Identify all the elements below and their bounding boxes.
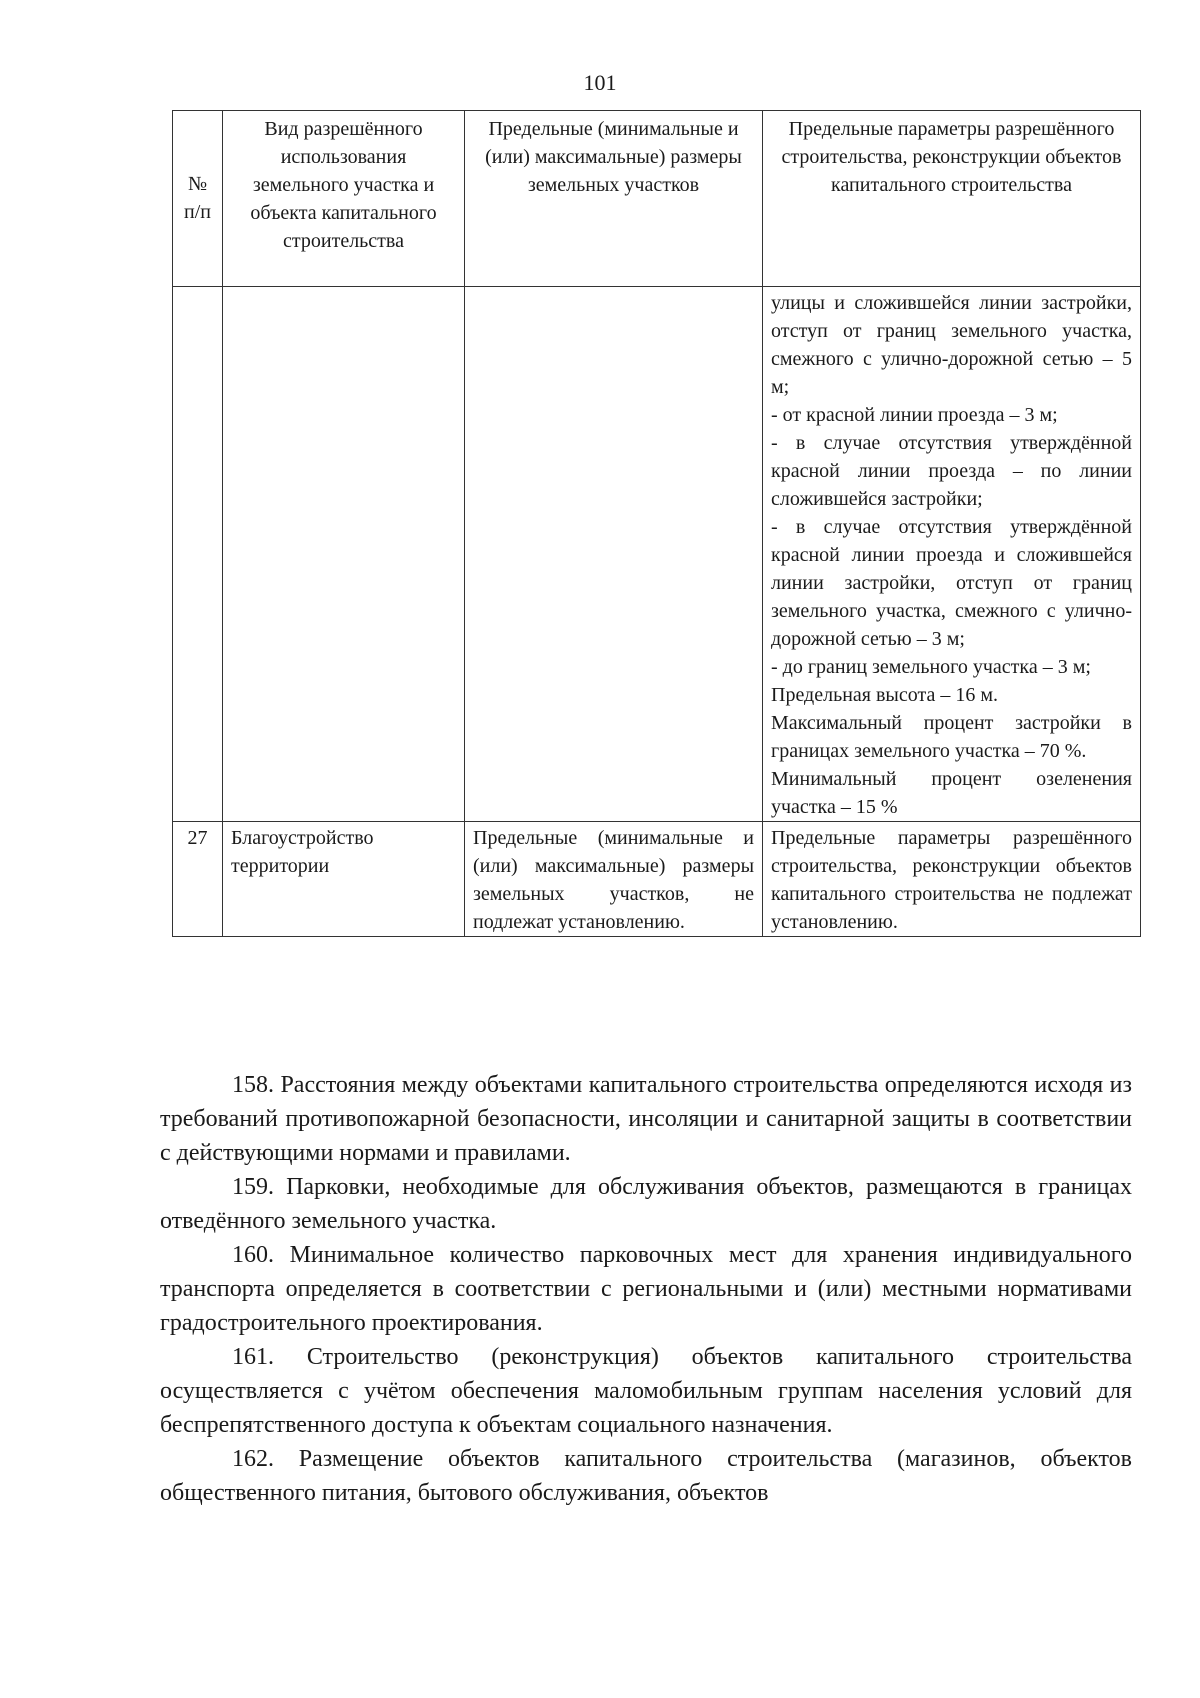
- header-plot-sizes: Предельные (минимальные и (или) максимальные) размеры земельных участков: [465, 111, 763, 287]
- param-line: улицы и сложившейся линии застройки, отступ от границ земельного участка, смежного с улично-дорожной сетью – 5 м;: [771, 292, 1132, 398]
- param-line: - в случае отсутствия утверждённой красной линии проезда – по линии сложившейся застройки;: [771, 432, 1132, 510]
- paragraph-158: 158. Расстояния между объектами капитального строительства определяются исходя из требований противопожарной безопасности, инсоляции и санитарной защиты в соответствии с действующими нормами и правилами.: [160, 1072, 1132, 1166]
- cell-row-number: 27: [173, 822, 223, 937]
- cell-empty-number: [173, 287, 223, 822]
- cell-empty-use: [223, 287, 465, 822]
- cell-continued-parameters: [763, 287, 1141, 822]
- header-number-text: № п/п: [184, 172, 211, 223]
- paragraph-160: 160. Минимальное количество парковочных мест для хранения индивидуального транспорта определяется в соответствии с региональными и (или) местными нормативами градостроительного проектирования.: [160, 1242, 1132, 1336]
- table-row-continued: [173, 287, 1141, 822]
- param-line: Минимальный процент озеленения участка – 15 %: [771, 768, 1132, 818]
- param-line: - от красной линии проезда – 3 м;: [771, 404, 1058, 426]
- param-line: - до границ земельного участка – 3 м;: [771, 656, 1091, 678]
- body-text: [160, 1068, 1132, 1510]
- paragraph-162: 162. Размещение объектов капитального строительства (магазинов, объектов общественного питания, бытового обслуживания, объектов: [160, 1446, 1132, 1506]
- table-header-row: [173, 111, 1141, 287]
- param-line: Максимальный процент застройки в границах земельного участка – 70 %.: [771, 712, 1132, 762]
- param-line: Предельная высота – 16 м.: [771, 684, 999, 706]
- param-line: - в случае отсутствия утверждённой красной линии проезда и сложившейся линии застройки, отступ от границ земельного участка, смежного с улично-дорожной сетью – 3 м;: [771, 516, 1132, 650]
- cell-empty-sizes: [465, 287, 763, 822]
- paragraph-161: 161. Строительство (реконструкция) объектов капитального строительства осуществляется с учётом обеспечения маломобильным группам населения условий для беспрепятственного доступа к объектам социального назначения.: [160, 1344, 1132, 1438]
- cell-construction-parameters: Предельные параметры разрешённого строительства, реконструкции объектов капитального строительства не подлежат установлению.: [763, 822, 1141, 937]
- page-number: 101: [583, 70, 617, 95]
- cell-permitted-use: Благоустройство территории: [223, 822, 465, 937]
- header-permitted-use: Вид разрешённого использования земельного участка и объекта капитального строительства: [223, 111, 465, 287]
- cell-plot-sizes: Предельные (минимальные и (или) максимальные) размеры земельных участков, не подлежат установлению.: [465, 822, 763, 937]
- land-use-parameters-table: [172, 110, 1141, 937]
- header-number: [173, 111, 223, 287]
- header-construction-parameters: Предельные параметры разрешённого строительства, реконструкции объектов капитального строительства: [763, 111, 1141, 287]
- table-row-27: [173, 822, 1141, 937]
- paragraph-159: 159. Парковки, необходимые для обслуживания объектов, размещаются в границах отведённого земельного участка.: [160, 1174, 1132, 1234]
